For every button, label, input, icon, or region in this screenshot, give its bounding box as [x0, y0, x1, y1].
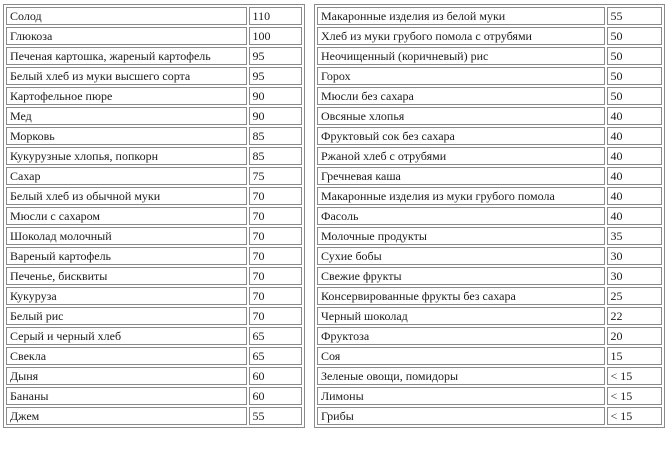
table-row [317, 307, 662, 325]
glycemic-index-cell: 40 [607, 207, 662, 225]
table-row [317, 367, 662, 385]
table-row [317, 87, 662, 105]
glycemic-index-cell: 70 [249, 187, 302, 205]
food-name-cell: Макаронные изделия из белой муки [317, 7, 605, 25]
glycemic-index-cell: 50 [607, 47, 662, 65]
table-row [317, 287, 662, 305]
glycemic-index-cell: 55 [249, 407, 302, 425]
table-row [317, 27, 662, 45]
table-row [6, 387, 302, 405]
glycemic-index-cell: 22 [607, 307, 662, 325]
table-row [317, 107, 662, 125]
table-row [6, 227, 302, 245]
food-name-cell: Грибы [317, 407, 605, 425]
glycemic-index-cell: 110 [249, 7, 302, 25]
food-name-cell: Молочные продукты [317, 227, 605, 245]
table-row [6, 167, 302, 185]
glycemic-index-cell: 55 [607, 7, 662, 25]
table-row [317, 47, 662, 65]
glycemic-index-cell: 70 [249, 307, 302, 325]
table-row [6, 407, 302, 425]
food-name-cell: Серый и черный хлеб [6, 327, 247, 345]
glycemic-index-cell: 50 [607, 67, 662, 85]
table-row [317, 347, 662, 365]
table-row [6, 27, 302, 45]
table-row [6, 287, 302, 305]
glycemic-index-cell: 85 [249, 127, 302, 145]
table-row [6, 247, 302, 265]
food-name-cell: Солод [6, 7, 247, 25]
table-row [317, 407, 662, 425]
glycemic-index-cell: < 15 [607, 367, 662, 385]
food-name-cell: Мюсли без сахара [317, 87, 605, 105]
table-body-right [317, 7, 662, 425]
table-row [6, 67, 302, 85]
table-row [6, 367, 302, 385]
food-name-cell: Дыня [6, 367, 247, 385]
food-name-cell: Мед [6, 107, 247, 125]
glycemic-index-cell: 50 [607, 27, 662, 45]
glycemic-index-cell: 95 [249, 67, 302, 85]
glycemic-index-cell: 35 [607, 227, 662, 245]
glycemic-index-cell: 30 [607, 267, 662, 285]
food-name-cell: Гречневая каша [317, 167, 605, 185]
glycemic-index-cell: 85 [249, 147, 302, 165]
glycemic-index-cell: 15 [607, 347, 662, 365]
glycemic-index-cell: 70 [249, 227, 302, 245]
table-row [6, 107, 302, 125]
glycemic-index-cell: 75 [249, 167, 302, 185]
food-name-cell: Мюсли с сахаром [6, 207, 247, 225]
table-row [317, 187, 662, 205]
glycemic-index-cell: 95 [249, 47, 302, 65]
glycemic-index-cell: 20 [607, 327, 662, 345]
food-name-cell: Фруктоза [317, 327, 605, 345]
food-name-cell: Шоколад молочный [6, 227, 247, 245]
table-row [6, 127, 302, 145]
glycemic-index-cell: 70 [249, 287, 302, 305]
glycemic-index-cell: 40 [607, 107, 662, 125]
glycemic-index-cell: 40 [607, 167, 662, 185]
glycemic-index-table-right [314, 4, 665, 428]
food-name-cell: Консервированные фрукты без сахара [317, 287, 605, 305]
glycemic-index-cell: < 15 [607, 387, 662, 405]
food-name-cell: Картофельное пюре [6, 87, 247, 105]
glycemic-index-cell: 90 [249, 87, 302, 105]
glycemic-index-cell: 100 [249, 27, 302, 45]
table-row [317, 127, 662, 145]
food-name-cell: Джем [6, 407, 247, 425]
food-name-cell: Белый рис [6, 307, 247, 325]
food-name-cell: Сухие бобы [317, 247, 605, 265]
table-row [6, 187, 302, 205]
table-row [6, 207, 302, 225]
table-row [6, 7, 302, 25]
glycemic-index-cell: 40 [607, 187, 662, 205]
food-name-cell: Горох [317, 67, 605, 85]
table-row [317, 247, 662, 265]
food-name-cell: Зеленые овощи, помидоры [317, 367, 605, 385]
table-row [317, 67, 662, 85]
food-name-cell: Фруктовый сок без сахара [317, 127, 605, 145]
food-name-cell: Лимоны [317, 387, 605, 405]
glycemic-index-cell: 40 [607, 147, 662, 165]
food-name-cell: Белый хлеб из муки высшего сорта [6, 67, 247, 85]
food-name-cell: Кукуруза [6, 287, 247, 305]
glycemic-index-cell: 65 [249, 327, 302, 345]
food-name-cell: Соя [317, 347, 605, 365]
food-name-cell: Свекла [6, 347, 247, 365]
table-row [6, 327, 302, 345]
food-name-cell: Ржаной хлеб с отрубями [317, 147, 605, 165]
glycemic-index-cell: 25 [607, 287, 662, 305]
glycemic-index-cell: 90 [249, 107, 302, 125]
glycemic-index-cell: 40 [607, 127, 662, 145]
table-row [317, 387, 662, 405]
glycemic-index-cell: 70 [249, 267, 302, 285]
food-name-cell: Овсяные хлопья [317, 107, 605, 125]
table-body-left [6, 7, 302, 425]
table-row [6, 347, 302, 365]
glycemic-index-cell: 70 [249, 247, 302, 265]
table-row [317, 227, 662, 245]
glycemic-index-cell: 65 [249, 347, 302, 365]
food-name-cell: Черный шоколад [317, 307, 605, 325]
food-name-cell: Бананы [6, 387, 247, 405]
table-row [317, 207, 662, 225]
food-name-cell: Свежие фрукты [317, 267, 605, 285]
food-name-cell: Белый хлеб из обычной муки [6, 187, 247, 205]
table-row [317, 327, 662, 345]
food-name-cell: Печеная картошка, жареный картофель [6, 47, 247, 65]
glycemic-index-cell: 50 [607, 87, 662, 105]
food-name-cell: Сахар [6, 167, 247, 185]
food-name-cell: Фасоль [317, 207, 605, 225]
glycemic-index-cell: 60 [249, 387, 302, 405]
glycemic-index-table-left [3, 4, 305, 428]
glycemic-index-cell: 70 [249, 207, 302, 225]
table-row [317, 147, 662, 165]
table-row [317, 267, 662, 285]
food-name-cell: Неочищенный (коричневый) рис [317, 47, 605, 65]
food-name-cell: Морковь [6, 127, 247, 145]
food-name-cell: Печенье, бисквиты [6, 267, 247, 285]
food-name-cell: Кукурузные хлопья, попкорн [6, 147, 247, 165]
table-row [6, 87, 302, 105]
food-name-cell: Макаронные изделия из муки грубого помола [317, 187, 605, 205]
table-row [6, 267, 302, 285]
table-row [6, 307, 302, 325]
food-name-cell: Глюкоза [6, 27, 247, 45]
glycemic-index-cell: 60 [249, 367, 302, 385]
table-row [6, 147, 302, 165]
food-name-cell: Хлеб из муки грубого помола с отрубями [317, 27, 605, 45]
table-row [317, 167, 662, 185]
food-name-cell: Вареный картофель [6, 247, 247, 265]
glycemic-index-cell: < 15 [607, 407, 662, 425]
table-row [6, 47, 302, 65]
table-row [317, 7, 662, 25]
glycemic-index-cell: 30 [607, 247, 662, 265]
